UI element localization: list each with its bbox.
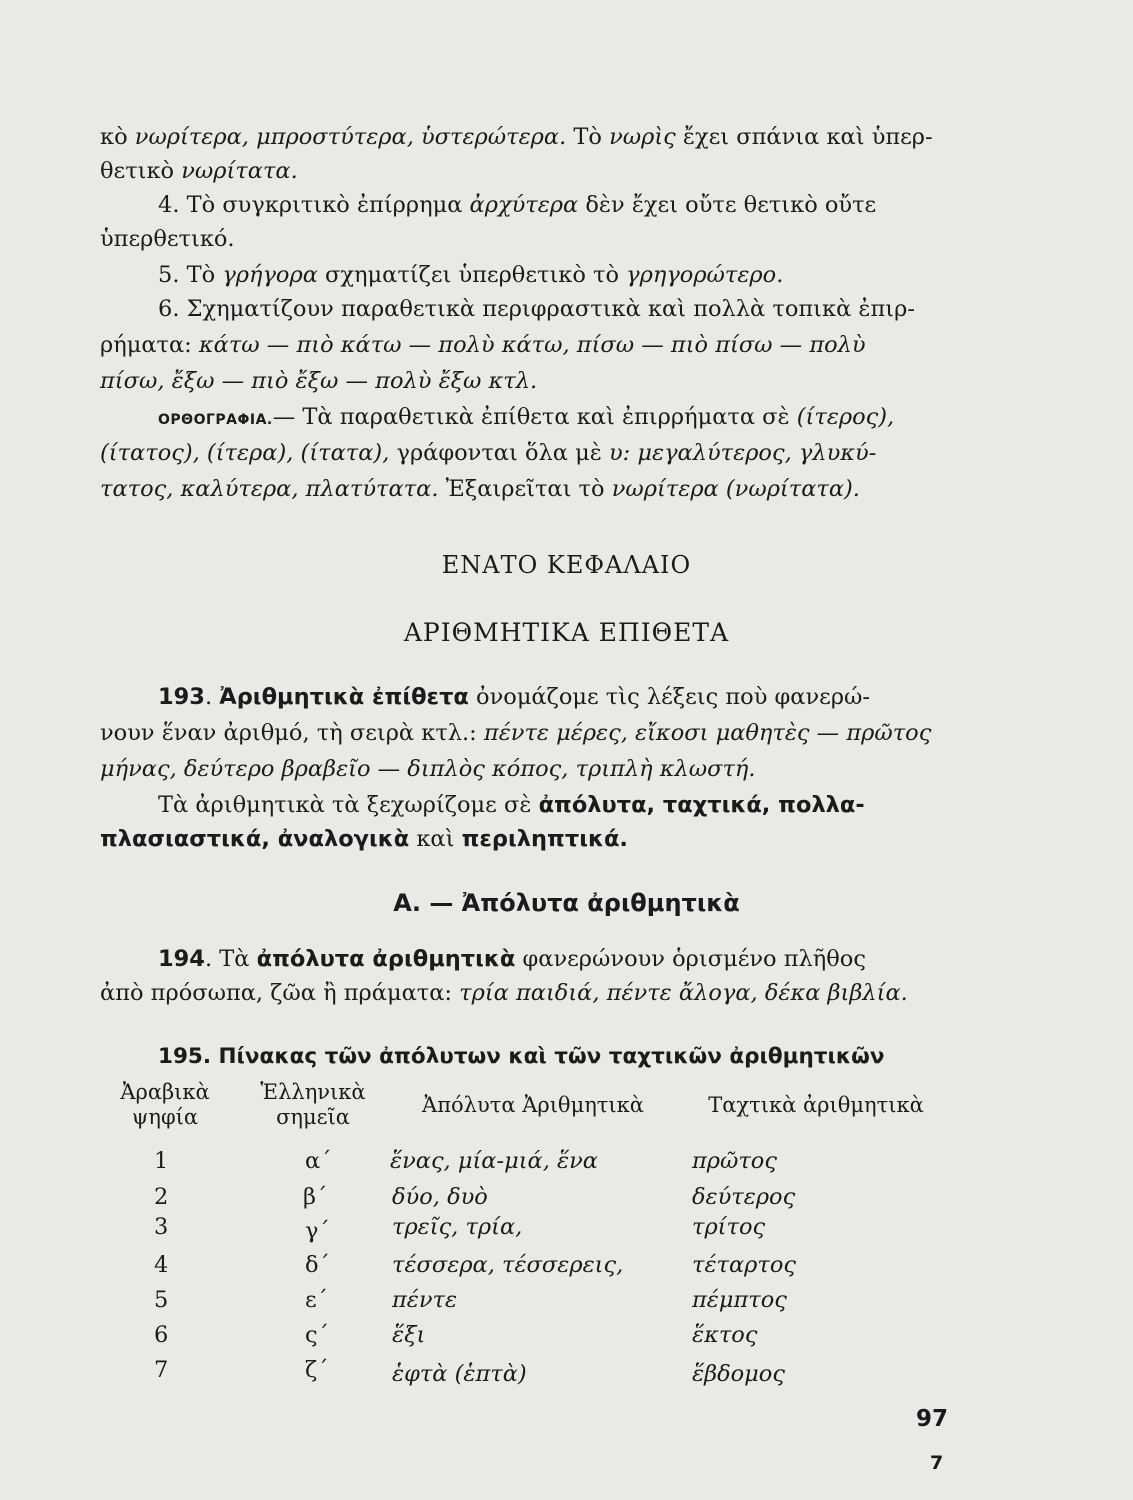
paragraph-line <box>100 976 908 1010</box>
cell-ordinal: τρίτος <box>692 1214 766 1240</box>
text-run: Ἐξαιρεῖται τὸ <box>438 476 612 502</box>
term-bold: πλασιαστικά, ἀναλογικὰ <box>100 826 410 852</box>
text-run: νωρίτατα. <box>181 158 298 184</box>
cell-greek: γ΄ <box>305 1218 330 1244</box>
text-run: νουν ἕναν ἀριθμό, τὴ σειρὰ κτλ.: <box>100 720 484 746</box>
cell-cardinal: τρεῖς, τρία, <box>392 1214 523 1240</box>
cell-ordinal: ἕκτος <box>692 1322 758 1348</box>
paragraph-line: 6. Σχηματίζουν παραθετικὰ περιφραστικὰ καὶ πολλὰ τοπικὰ ἐπιρ- <box>158 296 915 322</box>
cell-greek: ε΄ <box>305 1287 328 1313</box>
text-run: (ίτατος), (ίτερα), (ίτατα), <box>100 440 390 466</box>
paragraph-line: πίσω, ἔξω — πιὸ ἔξω — πολὺ ἔξω κτλ. <box>100 368 538 394</box>
cell-arabic: 6 <box>154 1322 169 1348</box>
term-bold: ἀπόλυτα, ταχτικά, πολλα- <box>538 792 865 818</box>
paragraph-line: ὑπερθετικό. <box>100 226 235 252</box>
paragraph-line <box>158 788 865 822</box>
section-a-heading: Α. — Ἀπόλυτα ἀριθμητικὰ <box>393 889 740 917</box>
paragraph-line <box>158 400 894 437</box>
cell-greek: ς΄ <box>305 1322 329 1348</box>
paragraph-line <box>100 822 628 856</box>
text-run: κάτω — πιὸ κάτω — πολὺ κάτω, πίσω — πιὸ πίσω — πολὺ <box>198 332 866 358</box>
cell-arabic: 5 <box>154 1287 169 1313</box>
cell-arabic: 7 <box>154 1357 169 1383</box>
header-cardinal: Ἀπόλυτα Ἀριθμητικὰ <box>422 1093 644 1117</box>
orthography-label: ΟΡΘΟΓΡΑΦΙΑ. <box>158 412 273 428</box>
cell-cardinal: ἕξι <box>392 1322 426 1348</box>
text-run: Τὸ <box>566 124 610 150</box>
header-greek <box>248 1080 378 1130</box>
cell-cardinal: ἑφτὰ (ἑπτὰ) <box>392 1361 527 1387</box>
header-arabic <box>100 1080 230 1130</box>
section-number: 195 <box>158 1044 203 1069</box>
paragraph-line <box>100 154 298 188</box>
text-run: . Τὰ <box>204 946 257 972</box>
chapter-title: ΕΝΑΤΟ ΚΕΦΑΛΑΙΟ <box>441 551 692 579</box>
text-run: τατος, καλύτερα, πλατύτατα. <box>100 476 439 502</box>
text-run: υ: μεγαλύτερος, γλυκύ- <box>608 440 877 466</box>
text-run: κὸ <box>100 124 135 150</box>
text-run: ἔχει σπάνια καὶ ὑπερ- <box>675 124 933 150</box>
text-run: ἀρχύτερα <box>469 192 579 218</box>
text-run: φανερώνουν ὁρισμένο πλῆθος <box>515 946 866 972</box>
text-run: γρηγορώτερο. <box>626 262 784 288</box>
text-run: ρήματα: <box>100 332 199 358</box>
cell-ordinal: τέταρτος <box>692 1252 796 1278</box>
paragraph-line <box>158 680 870 714</box>
header-line: Ἀραβικὰ <box>120 1080 210 1104</box>
term-bold: ἀπόλυτα ἀριθμητικὰ <box>256 946 516 972</box>
text-run: Τὰ ἀριθμητικὰ τὰ ξεχωρίζομε σὲ <box>158 792 539 818</box>
text-run: — Τὰ παραθετικὰ ἐπίθετα καὶ ἐπιρρήματα σὲ <box>272 404 797 430</box>
cell-cardinal: δύο, δυὸ <box>392 1184 488 1210</box>
text-run: καὶ <box>409 826 462 852</box>
cell-greek: α΄ <box>305 1148 332 1174</box>
paragraph-line <box>100 472 860 506</box>
cell-cardinal: ἕνας, μία-μιά, ἕνα <box>390 1148 598 1174</box>
text-run: νωρίτερα, μπροστύτερα, ὑστερώτερα. <box>134 124 567 150</box>
header-ordinal: Ταχτικὰ ἀριθμητικὰ <box>708 1093 924 1117</box>
paragraph-line <box>158 942 866 976</box>
paragraph-line <box>158 188 876 222</box>
text-run: σχηματίζει ὑπερθετικὸ τὸ <box>317 262 627 288</box>
paragraph-line <box>100 120 933 154</box>
section-number: 193 <box>158 684 205 710</box>
term-bold: περιληπτικά. <box>461 826 628 852</box>
text-run: τρία παιδιά, πέντε ἄλογα, δέκα βιβλία. <box>459 980 908 1006</box>
cell-ordinal: δεύτερος <box>692 1184 796 1210</box>
text-run: γρήγορα <box>222 262 318 288</box>
cell-cardinal: τέσσερα, τέσσερεις, <box>392 1252 624 1278</box>
cell-ordinal: πρῶτος <box>692 1148 777 1174</box>
header-line: ψηφία <box>131 1105 199 1129</box>
text-run: ἀπὸ πρόσωπα, ζῶα ἢ πράματα: <box>100 980 460 1006</box>
text-run: (ίτερος), <box>796 404 895 430</box>
chapter-subject: ΑΡΙΘΜΗΤΙΚΑ ΕΠΙΘΕΤΑ <box>403 618 730 647</box>
cell-arabic: 1 <box>154 1148 169 1174</box>
text-run: . Πίνακας τῶν ἀπόλυτων καὶ τῶν ταχτικῶν ἀριθμητικῶν <box>202 1044 885 1069</box>
paragraph-line <box>100 716 931 750</box>
cell-ordinal: ἕβδομος <box>692 1361 785 1387</box>
paragraph-line: μήνας, δεύτερο βραβεῖο — διπλὸς κόπος, τριπλὴ κλωστή. <box>100 756 756 782</box>
paragraph-line <box>158 258 783 292</box>
cell-ordinal: πέμπτος <box>692 1287 787 1313</box>
cell-arabic: 2 <box>154 1184 169 1210</box>
text-run: . <box>204 684 220 710</box>
text-run: δὲν ἔχει οὔτε θετικὸ οὔτε <box>578 192 877 218</box>
header-line: Ἑλληνικὰ <box>260 1080 366 1104</box>
signature-mark: 7 <box>930 1452 944 1474</box>
text-run: πέντε μέρες, εἴκοσι μαθητὲς — πρῶτος <box>483 720 932 746</box>
text-run: νωρίτερα (νωρίτατα). <box>611 476 860 502</box>
cell-greek: β΄ <box>303 1184 328 1210</box>
text-run: γράφονται ὅλα μὲ <box>389 440 609 466</box>
cell-cardinal: πέντε <box>392 1287 458 1313</box>
text-run: θετικὸ <box>100 158 182 184</box>
paragraph-line <box>100 328 866 362</box>
section-number: 194 <box>158 946 205 972</box>
term-bold: Ἀριθμητικὰ ἐπίθετα <box>219 684 469 710</box>
text-run: 4. Τὸ συγκριτικὸ ἐπίρρημα <box>158 192 470 218</box>
table-title <box>158 1040 885 1074</box>
text-run: 5. Τὸ <box>158 262 223 288</box>
paragraph-line <box>100 436 876 470</box>
cell-arabic: 3 <box>154 1214 169 1240</box>
header-line: σημεῖα <box>276 1105 350 1129</box>
page-number: 97 <box>916 1406 949 1432</box>
text-run: νωρὶς <box>609 124 676 150</box>
cell-arabic: 4 <box>154 1252 169 1278</box>
cell-greek: δ΄ <box>305 1252 330 1278</box>
text-run: ὀνομάζομε τὶς λέξεις ποὺ φανερώ- <box>468 684 870 710</box>
cell-greek: ζ΄ <box>305 1357 329 1383</box>
